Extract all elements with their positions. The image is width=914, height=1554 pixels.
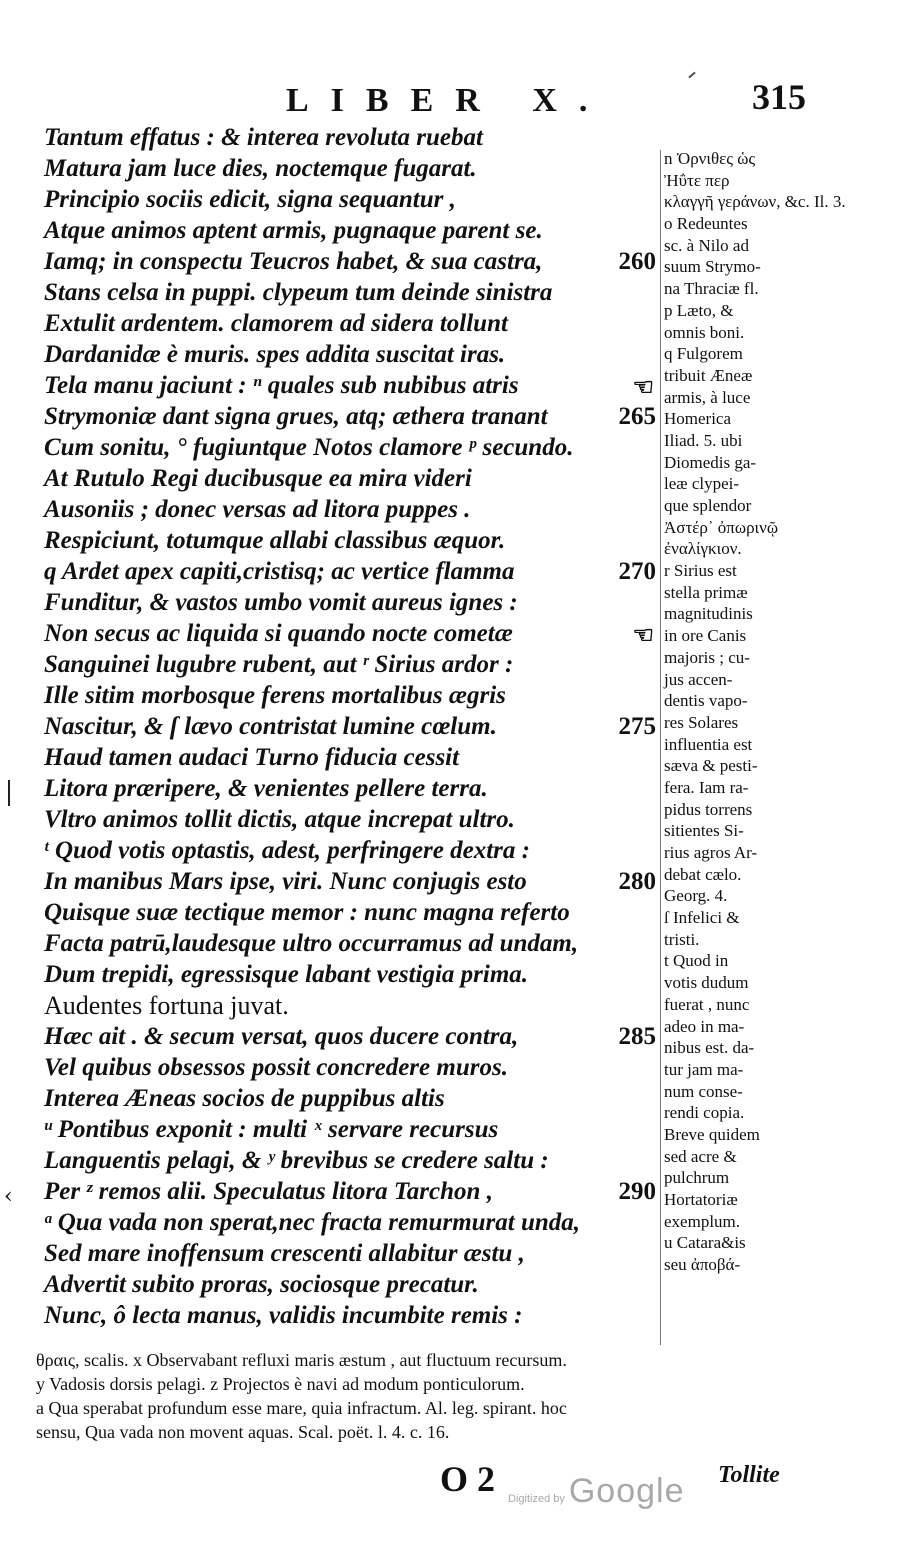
margin-note-line: leæ clypei- (664, 474, 740, 494)
margin-note-line: ἐναλίγκιον. (664, 539, 742, 559)
verse-line (44, 432, 656, 463)
verse-line (44, 122, 656, 153)
margin-note-line: fera. Iam ra- (664, 777, 749, 797)
margin-note-line: influentia est (664, 734, 753, 754)
line-number: 260 (618, 248, 656, 275)
verse-text: Quisque suæ tectique memor : nunc magna referto (44, 899, 570, 926)
margin-note-line: Homerica (664, 409, 732, 429)
verse-line (44, 897, 656, 928)
verse-text: Cum sonitu, ° fugiuntque Notos clamore ᵖ secundo. (44, 434, 574, 461)
verse-text: Stans celsa in puppi. clypeum tum deinde sinistra (44, 279, 553, 306)
verse-text: At Rutulo Regi ducibusque ea mira videri (44, 465, 472, 492)
verse-line (44, 370, 656, 401)
stray-mark (8, 780, 10, 806)
margin-note-line: Ἀστέρ᾽ ὀπωρινῷ (664, 517, 779, 537)
margin-note-line: magnitudinis (664, 604, 753, 624)
margin-note-line: r Sirius est (664, 561, 737, 581)
margin-note-line: sæva & pesti- (664, 756, 758, 776)
margin-note-line: nibus est. da- (664, 1038, 755, 1058)
verse-text: Extulit ardentem. clamorem ad sidera tollunt (44, 310, 508, 337)
verse-text: Audentes fortuna juvat. (44, 991, 289, 1020)
verse-line (44, 525, 656, 556)
margin-note-line: rendi copia. (664, 1103, 745, 1123)
running-header (0, 77, 914, 122)
margin-note-line: q Fulgorem (664, 344, 743, 364)
verse-text: Interea Æneas socios de puppibus altis (44, 1085, 445, 1112)
verse-line (44, 835, 656, 866)
watermark-prefix: Digitized by (508, 1493, 565, 1505)
verse-line (44, 246, 656, 277)
margin-note-line: stella primæ (664, 582, 748, 602)
margin-note-line: Diomedis ga- (664, 452, 757, 472)
margin-note-line: sc. à Nilo ad (664, 235, 749, 255)
verse-line (44, 1052, 656, 1083)
margin-note-line: κλαγγῆ γεράνων, &c. Il. 3. (664, 192, 846, 212)
manicule-icon: ☜ (632, 623, 654, 649)
margin-note-line: res Solares (664, 712, 739, 732)
margin-note-line: Iliad. 5. ubi (664, 430, 743, 450)
page-number: 315 (752, 77, 806, 117)
verse-line (44, 494, 656, 525)
verse-text: Haud tamen audaci Turno fiducia cessit (44, 744, 460, 771)
verse-line (44, 711, 656, 742)
book-title: LIBER X. (286, 82, 610, 119)
footnote-line: θραις, scalis. x Observabant refluxi maris æstum , aut fluctuum recursum. (36, 1350, 567, 1370)
verse-text: ᵗ Quod votis optastis, adest, perfringere dextra : (44, 837, 530, 864)
line-number: 265 (618, 403, 656, 430)
verse-line (44, 215, 656, 246)
margin-note-line: sitientes Si- (664, 821, 744, 841)
verse-line (44, 1145, 656, 1176)
margin-note-line: omnis boni. (664, 322, 745, 342)
margin-note-line: pulchrum (664, 1168, 730, 1188)
verse-text: Per ᶻ remos alii. Speculatus litora Tarchon , (44, 1178, 493, 1205)
verse-line (44, 742, 656, 773)
verse-line (44, 680, 656, 711)
verse-text: Matura jam luce dies, noctemque fugarat. (44, 155, 477, 182)
margin-note-line: jus accen- (664, 669, 733, 689)
margin-note-line: Ἠΰτε περ (664, 170, 730, 190)
verse-line (44, 1238, 656, 1269)
verse-text: Iamq; in conspectu Teucros habet, & sua castra, (44, 248, 543, 275)
margin-note-line: t Quod in (664, 951, 729, 971)
verse-text: Sanguinei lugubre rubent, aut ʳ Sirius ardor : (44, 651, 514, 678)
verse-line (44, 184, 656, 215)
verse-text: Tantum effatus : & interea revoluta ruebat (44, 124, 483, 151)
margin-note-line: majoris ; cu- (664, 647, 750, 667)
margin-note-line: que splendor (664, 496, 752, 515)
verse-text: Nascitur, & ſ lævo contristat lumine cœlum. (44, 713, 497, 740)
verse-line (44, 308, 656, 339)
line-number: 290 (618, 1178, 656, 1205)
verse-text: Vltro animos tollit dictis, atque increpat ultro. (44, 806, 515, 833)
verse-line (44, 1300, 656, 1331)
verse-text: Vel quibus obsessos possit concredere muros. (44, 1054, 508, 1081)
verse-line (44, 587, 656, 618)
margin-note-line: tribuit Æneæ (664, 365, 753, 385)
margin-note-line: n Ὀρνιθες ὡς (664, 149, 756, 168)
margin-note-line: armis, à luce (664, 387, 751, 407)
verse-text: Litora præripere, & venientes pellere terra. (44, 775, 488, 802)
margin-note-line: o Redeuntes (664, 214, 748, 234)
margin-note-line: rius agros Ar- (664, 843, 758, 862)
google-logo: Google (568, 1472, 685, 1510)
margin-note-line: Georg. 4. (664, 886, 728, 906)
verse-text: Dardanidæ è muris. spes addita suscitat iras. (44, 341, 506, 368)
verse-line (44, 1269, 656, 1300)
line-number: 270 (618, 558, 656, 585)
margin-note-line: Breve quidem (664, 1124, 760, 1144)
verse-line (44, 339, 656, 370)
margin-note-line: votis dudum (664, 973, 749, 993)
footnote-line: a Qua sperabat profundum esse mare, quia infractum. Al. leg. spirant. hoc (36, 1398, 567, 1418)
footnote-line: y Vadosis dorsis pelagi. z Projectos è navi ad modum ponticulorum. (36, 1374, 525, 1394)
margin-note-line: ſ Infelici & (664, 908, 740, 928)
verse-line (44, 1114, 656, 1145)
margin-notes (664, 148, 846, 1276)
verse-text: Languentis pelagi, & ʸ brevibus se credere saltu : (44, 1147, 549, 1174)
stray-mark: ‹ (4, 1184, 13, 1209)
verse-line (44, 556, 656, 587)
verse-text: Facta patrū,laudesque ultro occurramus ad undam, (44, 930, 579, 957)
verse-column (44, 122, 656, 1331)
verse-text: Respiciunt, totumque allabi classibus æquor. (44, 527, 506, 554)
verse-text: Principio sociis edicit, signa sequantur , (44, 186, 456, 213)
line-number: 285 (618, 1023, 656, 1050)
verse-line (44, 773, 656, 804)
signature-mark: O 2 (440, 1459, 496, 1499)
verse-text: Atque animos aptent armis, pugnaque parent se. (44, 217, 543, 244)
line-number: 275 (618, 713, 656, 740)
margin-note-line: p Læto, & (664, 300, 734, 320)
verse-line (44, 649, 656, 680)
footnotes (36, 1348, 816, 1444)
verse-text: ᵘ Pontibus exponit : multi ˣ servare recursus (44, 1116, 499, 1143)
footnote-line: sensu, Qua vada non movent aquas. Scal. poët. l. 4. c. 16. (36, 1422, 450, 1442)
margin-note-line: pidus torrens (664, 799, 753, 819)
verse-text: Hæc ait . & secum versat, quos ducere contra, (44, 1023, 519, 1050)
verse-line (44, 1021, 656, 1052)
verse-text: Tela manu jaciunt : ⁿ quales sub nubibus atris (44, 372, 519, 399)
margin-note-line: in ore Canis (664, 626, 747, 646)
verse-text: In manibus Mars ipse, viri. Nunc conjugis esto (44, 868, 527, 895)
verse-line (44, 990, 656, 1021)
margin-rule (660, 150, 663, 1345)
margin-note-line: num conse- (664, 1081, 743, 1101)
margin-note-line: dentis vapo- (664, 691, 748, 711)
verse-line (44, 866, 656, 897)
verse-text: Nunc, ô lecta manus, validis incumbite remis : (44, 1302, 523, 1329)
margin-note-line: fuerat , nunc (664, 994, 750, 1014)
verse-line (44, 401, 656, 432)
verse-line (44, 1083, 656, 1114)
verse-text: Funditur, & vastos umbo vomit aureus ignes : (44, 589, 518, 616)
verse-text: Ille sitim morbosque ferens mortalibus ægris (44, 682, 506, 709)
verse-line (44, 1207, 656, 1238)
margin-note-line: na Thraciæ fl. (664, 279, 759, 299)
verse-text: Non secus ac liquida si quando nocte cometæ (44, 620, 513, 647)
verse-text: Advertit subito proras, sociosque precatur. (44, 1271, 479, 1298)
verse-text: Ausoniis ; donec versas ad litora puppes . (44, 496, 471, 523)
margin-note-line: tristi. (664, 929, 700, 949)
line-number: 280 (618, 868, 656, 895)
verse-line (44, 959, 656, 990)
verse-line (44, 618, 656, 649)
verse-line (44, 1176, 656, 1207)
verse-text: Dum trepidi, egressisque labant vestigia prima. (44, 961, 529, 988)
margin-note-line: u Catara&is (664, 1233, 746, 1253)
catchword: Tollite (718, 1462, 780, 1488)
digitized-watermark (508, 1472, 685, 1511)
verse-line (44, 277, 656, 308)
margin-note-line: debat cælo. (664, 864, 742, 884)
verse-text: Sed mare inoffensum crescenti allabitur æstu , (44, 1240, 525, 1267)
stray-mark (688, 72, 695, 79)
manicule-icon: ☜ (632, 375, 654, 401)
verse-text: q Ardet apex capiti,cristisq; ac vertice flamma (44, 558, 515, 585)
verse-line (44, 463, 656, 494)
verse-line (44, 804, 656, 835)
verse-text: ᵃ Qua vada non sperat,nec fracta remurmurat unda, (44, 1209, 581, 1236)
margin-note-line: tur jam ma- (664, 1059, 744, 1079)
margin-note-line: suum Strymo- (664, 257, 761, 277)
margin-note-line: exemplum. (664, 1211, 741, 1231)
margin-note-line: sed acre & (664, 1146, 737, 1166)
margin-note-line: Hortatoriæ (664, 1190, 738, 1209)
margin-note-line: seu ἀποβά- (664, 1255, 741, 1275)
verse-line (44, 153, 656, 184)
margin-note-line: adeo in ma- (664, 1016, 745, 1036)
verse-line (44, 928, 656, 959)
verse-text: Strymoniæ dant signa grues, atq; æthera tranant (44, 403, 548, 430)
